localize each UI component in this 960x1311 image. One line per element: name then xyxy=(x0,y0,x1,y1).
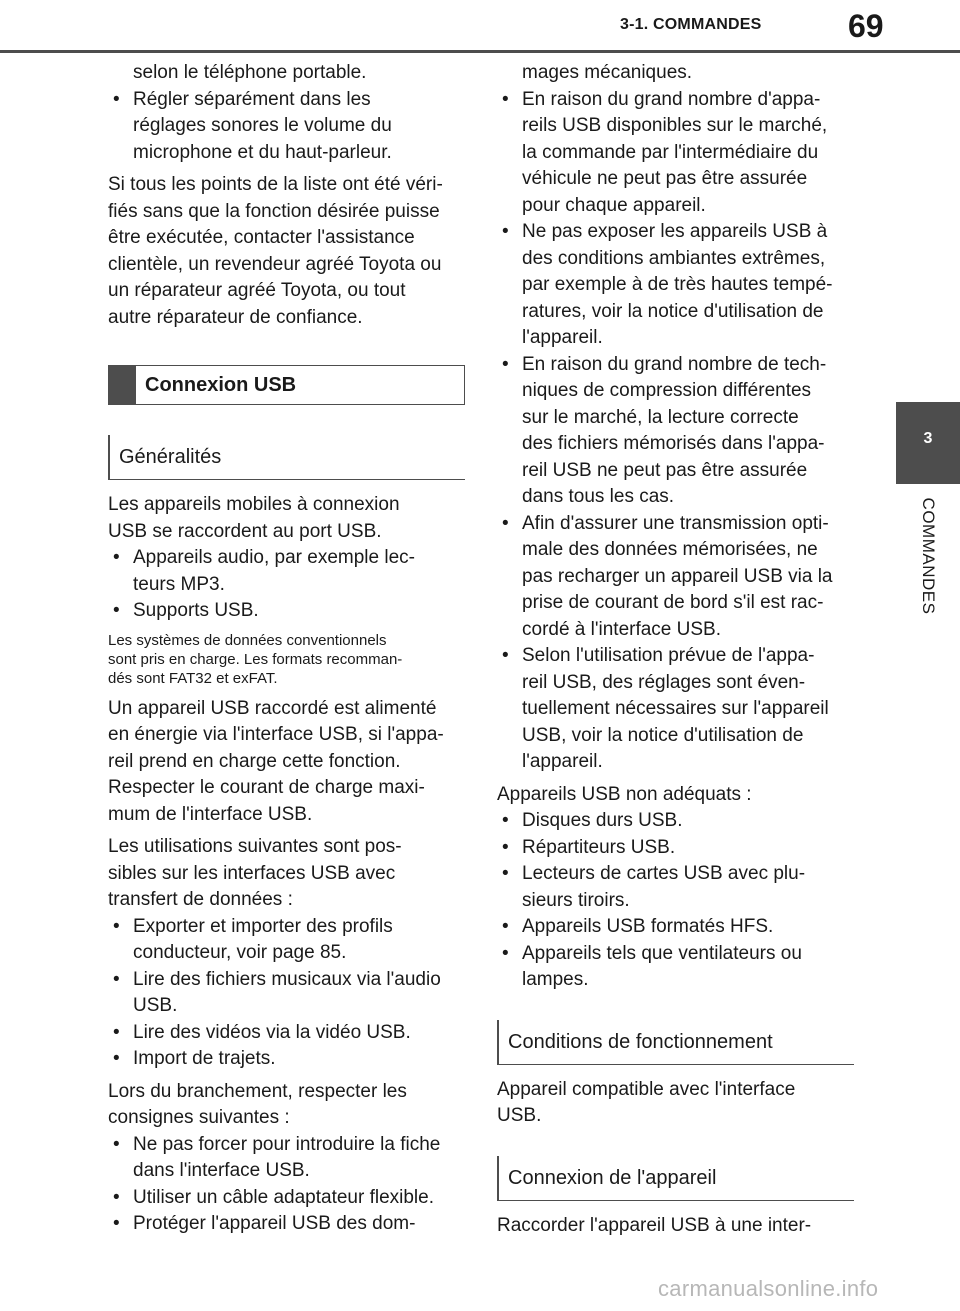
list-item-continuation: l'appareil. xyxy=(522,327,603,348)
list-item-continuation: sieurs tiroirs. xyxy=(522,889,630,911)
note-text xyxy=(108,631,478,688)
list-item-continuation: des fichiers mémorisés dans l'appa- xyxy=(522,433,825,454)
page-number: 69 xyxy=(848,8,884,44)
list-item-continuation: USB, voir la notice d'utilisation de xyxy=(522,724,804,746)
text-line: clientèle, un revendeur agréé Toyota ou xyxy=(108,253,442,275)
list-item-continuation: prise de courant de bord s'il est rac- xyxy=(522,592,824,613)
list-item-continuation: dans l'interface USB. xyxy=(133,1160,310,1181)
text-line: Un appareil USB raccordé est alimenté xyxy=(108,697,437,719)
list-item-continuation: pour chaque appareil. xyxy=(522,194,706,216)
text-line: USB se raccordent au port USB. xyxy=(108,520,382,542)
text-line: Les utilisations suivantes sont pos- xyxy=(108,836,402,857)
list-item-continuation: pas recharger un appareil USB via la xyxy=(522,565,833,587)
paragraph xyxy=(108,696,478,829)
text-line: être exécutée, contacter l'assistance xyxy=(108,227,415,248)
list-item-continuation: l'appareil. xyxy=(522,751,603,772)
list-item-continuation: sur le marché, la lecture correcte xyxy=(522,406,799,428)
list-item: • Exporter et importer des profils xyxy=(108,914,478,941)
list-item: • Afin d'assurer une transmission opti- xyxy=(497,511,867,538)
chapter-number: 3 xyxy=(923,430,933,447)
section-heading: Connexion USB xyxy=(145,374,297,396)
list-item: • Protéger l'appareil USB des dom- xyxy=(108,1211,478,1238)
subsection-heading: Connexion de l'appareil xyxy=(508,1166,717,1189)
list-item-continuation: tuellement nécessaires sur l'appareil xyxy=(522,698,829,719)
paragraph xyxy=(497,1077,867,1130)
list-item-continuation: par exemple à de très hautes tempé- xyxy=(522,274,833,295)
list-item: • Import de trajets. xyxy=(108,1046,478,1073)
list-item-continuation: véhicule ne peut pas être assurée xyxy=(522,168,808,189)
section-heading-box xyxy=(108,365,465,405)
list-item-continuation: réglages sonores le volume du xyxy=(133,115,392,136)
text-line: consignes suivantes : xyxy=(108,1107,290,1128)
list-item-continuation: lampes. xyxy=(522,969,589,990)
list-item: • Appareils audio, par exemple lec- xyxy=(108,545,478,572)
text-line: en énergie via l'interface USB, si l'appa- xyxy=(108,724,444,745)
text-line: Les appareils mobiles à connexion xyxy=(108,494,400,515)
list-item: • Lecteurs de cartes USB avec plu- xyxy=(497,861,867,888)
list-item-continuation: reil USB ne peut pas être assurée xyxy=(522,459,808,481)
paragraph xyxy=(108,1079,478,1132)
chapter-side-label xyxy=(896,488,960,628)
subsection-heading-box xyxy=(497,1020,854,1065)
list-item: • Lire des fichiers musicaux via l'audio xyxy=(108,967,478,994)
text-line: dés sont FAT32 et exFAT. xyxy=(108,669,278,687)
text-line: autre réparateur de confiance. xyxy=(108,306,363,328)
subsection-heading-box xyxy=(497,1156,854,1201)
list-item: • En raison du grand nombre d'appa- xyxy=(497,87,867,114)
text-line: un réparateur agréé Toyota, ou tout xyxy=(108,280,406,301)
list-item-continuation: microphone et du haut-parleur. xyxy=(133,141,392,163)
text-line: sibles sur les interfaces USB avec xyxy=(108,862,396,884)
text-line: mum de l'interface USB. xyxy=(108,803,313,825)
list-item: • Régler séparément dans les xyxy=(108,87,478,114)
text-line: USB. xyxy=(497,1105,542,1126)
list-item: • Appareils tels que ventilateurs ou xyxy=(497,941,867,968)
subsection-heading: Généralités xyxy=(119,446,222,468)
text-line: Appareil compatible avec l'interface xyxy=(497,1078,796,1100)
text-line: Les systèmes de données conventionnels xyxy=(108,631,387,649)
list-item: • Supports USB. xyxy=(108,598,478,625)
text-line: sont pris en charge. Les formats recomman- xyxy=(108,650,403,668)
list-item-continuation: teurs MP3. xyxy=(133,573,225,595)
list-item-continuation: cordé à l'interface USB. xyxy=(522,618,721,640)
section-heading-bar xyxy=(108,366,136,404)
paragraph xyxy=(108,172,478,331)
paragraph xyxy=(108,834,478,914)
list-item: • En raison du grand nombre de tech- xyxy=(497,352,867,379)
text-line: fiés sans que la fonction désirée puisse xyxy=(108,200,440,222)
text-line: Lors du branchement, respecter les xyxy=(108,1080,407,1102)
subsection-heading-box xyxy=(108,435,465,480)
list-item-continuation: USB. xyxy=(133,995,178,1016)
continued-line: selon le téléphone portable. xyxy=(133,62,367,83)
left-column xyxy=(108,60,478,1238)
list-item: • Ne pas exposer les appareils USB à xyxy=(497,219,867,246)
list-item-continuation: reil USB, des réglages sont éven- xyxy=(522,671,806,693)
list-item-continuation: reils USB disponibles sur le marché, xyxy=(522,115,828,136)
subsection-heading: Conditions de fonctionnement xyxy=(508,1030,773,1053)
watermark: carmanualsonline.info xyxy=(658,1276,879,1301)
list-item-continuation: male des données mémorisées, ne xyxy=(522,539,818,560)
list-item-continuation: dans tous les cas. xyxy=(522,486,675,507)
list-item-continuation: conducteur, voir page 85. xyxy=(133,942,347,963)
list-item: • Lire des vidéos via la vidéo USB. xyxy=(108,1020,478,1047)
text-line: Respecter le courant de charge maxi- xyxy=(108,777,425,798)
paragraph: Appareils USB non adéquats : xyxy=(497,783,752,805)
text-line: reil prend en charge cette fonction. xyxy=(108,750,401,772)
list-item-continuation: niques de compression différentes xyxy=(522,380,812,401)
chapter-tab xyxy=(896,402,960,484)
list-item: • Ne pas forcer pour introduire la fiche xyxy=(108,1132,478,1159)
list-item-continuation: ratures, voir la notice d'utilisation de xyxy=(522,300,824,322)
header-rule xyxy=(0,50,960,53)
paragraph: Raccorder l'appareil USB à une inter- xyxy=(497,1214,812,1236)
list-item: • Appareils USB formatés HFS. xyxy=(497,914,867,941)
list-item-continuation: des conditions ambiantes extrêmes, xyxy=(522,247,826,269)
running-header-section: 3-1. COMMANDES xyxy=(620,16,762,33)
list-item: • Selon l'utilisation prévue de l'appa- xyxy=(497,643,867,670)
text-line: transfert de données : xyxy=(108,889,293,910)
chapter-label: COMMANDES xyxy=(919,497,938,615)
list-item: • Disques durs USB. xyxy=(497,808,867,835)
continued-line: mages mécaniques. xyxy=(522,62,693,83)
text-line: Si tous les points de la liste ont été véri- xyxy=(108,174,443,195)
paragraph xyxy=(108,492,478,545)
list-item-continuation: la commande par l'intermédiaire du xyxy=(522,141,819,163)
right-column xyxy=(497,60,867,1239)
list-item: • Utiliser un câble adaptateur flexible. xyxy=(108,1185,478,1212)
list-item: • Répartiteurs USB. xyxy=(497,835,867,862)
